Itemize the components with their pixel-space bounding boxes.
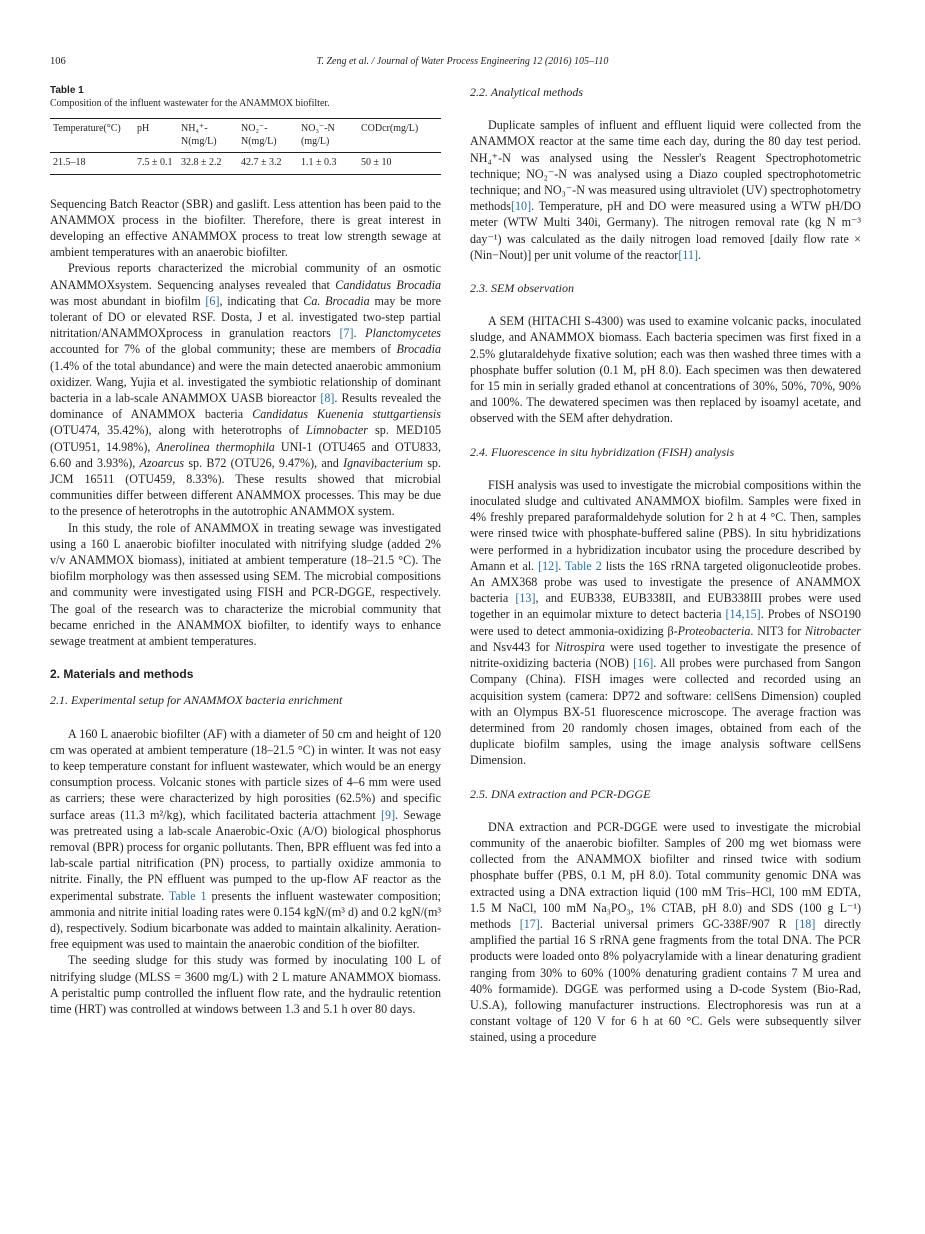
right-column: [470, 84, 861, 1046]
table-cell: 1.1 ± 0.3: [301, 157, 337, 168]
reference-link[interactable]: [18]: [795, 916, 816, 931]
table-row: [50, 153, 441, 175]
paragraph: A 160 L anaerobic biofilter (AF) with a diameter of 50 cm and height of 120 cm was operated at ambient temperature (18–21.5 °C) in winter. It was not easy to keep temperature constant for influent wastewater, which would be an energy consumption process. Volcanic stones with particle sizes of 4–6 mm were used as carriers; these were characterized by high porosities (62.5%) and specific surface areas (11.3 m²/kg), which facilitated bacteria attachment [9]. Sewage was pretreated using a lab-scale Anaerobic-Oxic (A/O) biological phosphorus removal (BPR) process for organic pollutants. Then, BPR effluent was fed into a lab-scale partial nitrification (PN) process, to partially oxidize ammonia to nitrite. Finally, the PN effluent was pumped to the up-flow AF reactor as the experimental substrate. Table 1 presents the influent wastewater composition; ammonia and nitrite initial loading rates were 0.154 kgN/(m³ d) and 0.2 kgN/(m³ d), respectively. Sodium bicarbonate was added to maintain alkalinity. Aeration-free equipment was used to maintain the anaerobic condition of the biofilter.: [50, 726, 441, 952]
table-header-cell: NH₄⁺-N(mg/L): [181, 123, 217, 147]
table-cell: 32.8 ± 2.2: [181, 157, 222, 168]
paragraph: Previous reports characterized the microbial community of an osmotic ANAMMOXsystem. Sequencing analyses revealed that Candidatus Brocadia was most abundant in biofilm [6], indicating that Ca. Brocadia may be more tolerant of DO or elevated RSF. Dosta, J et al. investigated two-step partial nitritation/ANAMMOXprocess in granulation reactors [7]. Planctomycetes accounted for 7% of the global community; these are members of Brocadia (1.4% of the total abundance) and were the main detected anaerobic ammonium oxidizer. Wang, Yujia et al. investigated the symbiotic relationship of dominant bacteria in a lab-scale ANAMMOX UASB bioreactor [8]. Results revealed the dominance of ANAMMOX bacteria Candidatus Kuenenia stuttgartiensis (OTU474, 35.42%), along with heterotrophs of Limnobacter sp. MED105 (OTU951, 14.98%), Anerolinea thermophila UNI-1 (OTU465 and OTU833, 6.60 and 3.93%), Azoarcus sp. B72 (OTU26, 9.47%), and Ignavibacterium sp. JCM 16511 (OTU459, 8.33%). These results showed that microbial communities differ between different ANAMMOX processes. This may be due to the presence of heterotrophs in the autotrophic ANAMMOX system.: [50, 261, 442, 519]
subsection-heading: 2.3. SEM observation: [470, 281, 574, 296]
section-heading: 2. Materials and methods: [50, 667, 194, 682]
table-label: Table 1: [50, 85, 84, 96]
paragraph: A SEM (HITACHI S-4300) was used to examine volcanic packs, inoculated sludge, and ANAMMOX biomass. Each bacteria specimen was first fixed in a 2.5% glutaraldehyde fixative solution; each was then washed three times with a phosphate buffer solution (0.1 M, pH 8.0). Each specimen was then dewatered for 15 min in serially graded ethanol at concentrations of 30%, 50%, 70%, 90% and 100%. The dewatered specimen was then replaced by isoamyl acetate, and observed with the SEM after dehydration.: [470, 314, 861, 426]
paragraph: In this study, the role of ANAMMOX in treating sewage was investigated using a 160 L anaerobic biofilter inoculated with nitrifying sludge (added 2% v/v ANAMMOX biomass), initiated at ambient temperature (18–21.5 °C). The biofilm morphology was then assessed using SEM. The microbial compositions and community were investigated using FISH and PCR-DGGE, respectively. The goal of the research was to characterize the microbial community that became enriched in the ANAMMOX biofilter, to identify ways to enhance sewage treatment at ambient temperatures.: [50, 520, 441, 648]
table-link[interactable]: Table 1: [168, 888, 207, 903]
reference-link[interactable]: [9]: [381, 807, 396, 822]
reference-link[interactable]: [13]: [515, 591, 536, 606]
reference-link[interactable]: [11]: [678, 247, 699, 262]
table-cell: 7.5 ± 0.1: [137, 157, 173, 168]
paragraph: DNA extraction and PCR-DGGE were used to investigate the microbial community of the anaerobic biofilter. Samples of 200 mg wet biomass were collected from the ANAMMOX biofilter and rinsed twice with sodium phosphate buffer (PBS, 0.1 M, pH 8.0). Total community genomic DNA was extracted using a DNA extraction liquid (100 mM Tris–HCl, 100 mM EDTA, 1.5 M NaCl, 100 mM Na₃PO₃, 1% CTAB, pH 8.0) and SDS (100 g L⁻¹) methods [17]. Bacterial universal primers GC-338F/907 R [18] directly amplified the partial 16 S rRNA gene fragments from the total DNA. The PCR products were loaded onto 8% polyacrylamide with a linear denaturing gradient ranging from 30% to 60% (100% denaturing gradient contains 7 M urea and 40% formamide). DGGE was performed using a D-code System (Bio-Rad, U.S.A), following manufacturer instructions. Electrophoresis was run at a constant voltage of 120 V for 6 h at 60 °C. Gels were subsequently silver stained, using a procedure: [470, 819, 862, 1045]
reference-link[interactable]: [8]: [320, 390, 335, 405]
table-header-cell: NO₃⁻-N (mg/L): [301, 123, 335, 147]
left-column: [50, 84, 441, 1017]
table-cell: 42.7 ± 3.2: [241, 157, 282, 168]
subsection-heading: 2.2. Analytical methods: [470, 85, 584, 99]
reference-link[interactable]: [6]: [205, 293, 220, 308]
reference-link[interactable]: [16]: [633, 656, 654, 671]
subsection-heading: 2.5. DNA extraction and PCR-DGGE: [470, 786, 651, 801]
table-header-cell: pH: [137, 123, 150, 134]
table-header-cell: Temperature(°C): [53, 123, 121, 134]
table-header-row: [50, 119, 441, 153]
reference-link[interactable]: [17]: [519, 916, 540, 931]
table-cell: 21.5–18: [53, 157, 86, 168]
reference-link[interactable]: [10]: [510, 199, 532, 214]
subsection-heading: 2.4. Fluorescence in situ hybridization (FISH) analysis: [470, 444, 735, 459]
reference-link[interactable]: [12]: [538, 558, 559, 573]
influent-composition-table: [50, 118, 441, 175]
reference-link[interactable]: [14,15]: [725, 607, 761, 622]
paragraph: FISH analysis was used to investigate the microbial compositions within the inoculated sludge and cultivated ANAMMOX biofilm. Samples were fixed in 4% freshly prepared paraformaldehyde solution for 2 h at 4 °C. Then, samples were rinsed twice with phosphate-buffered saline (PBS). In situ hybridizations were performed in a hybridization incubator using the procedure described by Amann et al. [12]. Table 2 lists the 16S rRNA targeted oligonucleotide probes. An AMX368 probe was used to investigate the presence of ANAMMOX bacteria [13], and EUB338, EUB338II, and EUB338III probes were used together in an equimolar mixture to detect bacteria [14,15]. Probes of NSO190 were used to detect ammonia-oxidizing β-Proteobacteria. NIT3 for Nitrobacter and Nsv443 for Nitrospira were used together to investigate the presence of nitrite-oxidizing bacteria (NOB) [16]. All probes were purchased from Sangon Company (China). FISH images were collected and recorded using an acquisition system (camera: DP72 and software: cellSens Dimension) coupled with an Olympus BX-51 fluorescence microscope. The average fraction was determined from 20 randomly chosen images, obtained from each of the duplicate biofilm samples, using the image analysis software cellSens Dimension.: [470, 477, 862, 768]
table-header-cell: CODcr(mg/L): [361, 123, 419, 134]
paragraph: The seeding sludge for this study was formed by inoculating 100 L of nitrifying sludge (MLSS = 3600 mg/L) with 2 L mature ANAMMOX biomass. A peristaltic pump controlled the influent flow rate, and the hydraulic retention time (HRT) was controlled at windows between 1.3 and 5.1 h over 80 days.: [50, 953, 441, 1017]
paragraph: Duplicate samples of influent and effluent liquid were collected from the ANAMMOX reactor at the same time each day, during the 80 day test period. NH₄⁺-N was analysed using the Nessler's Reagent Spectrophotometric technique; NO₂⁻-N was analysed using a Diazo coupled spectrophotometric technique; and NO₃⁻-N was measured using ultraviolet (UV) spectrophotometry methods[10]. Temperature, pH and DO were measured using a WTW pH/DO meter (WTW Multi 340i, Germany). The nitrogen removal rate (kg N m⁻³ day⁻¹) was calculated as the daily nitrogen load removed [daily flow rate × (Nin−Nout)] per unit volume of the reactor[11].: [470, 118, 861, 262]
table-header-cell: NO₂⁻-N(mg/L): [241, 123, 277, 147]
paragraph: Sequencing Batch Reactor (SBR) and gaslift. Less attention has been paid to the ANAMMOX process in the biofilter. Therefore, there is great interest in developing an effective ANAMMOX process to treat low strength sewage at ambient temperatures with an anaerobic biofilter.: [50, 196, 441, 260]
table-caption: Composition of the influent wastewater for the ANAMMOX biofilter.: [50, 98, 330, 109]
table-link[interactable]: Table 2: [565, 558, 602, 573]
subsection-heading: 2.1. Experimental setup for ANAMMOX bacteria enrichment: [50, 693, 343, 708]
reference-link[interactable]: [7]: [339, 326, 354, 341]
page-number: 106: [50, 56, 66, 67]
running-head: T. Zeng et al. / Journal of Water Process Engineering 12 (2016) 105–110: [316, 56, 609, 67]
table-cell: 50 ± 10: [361, 157, 392, 168]
